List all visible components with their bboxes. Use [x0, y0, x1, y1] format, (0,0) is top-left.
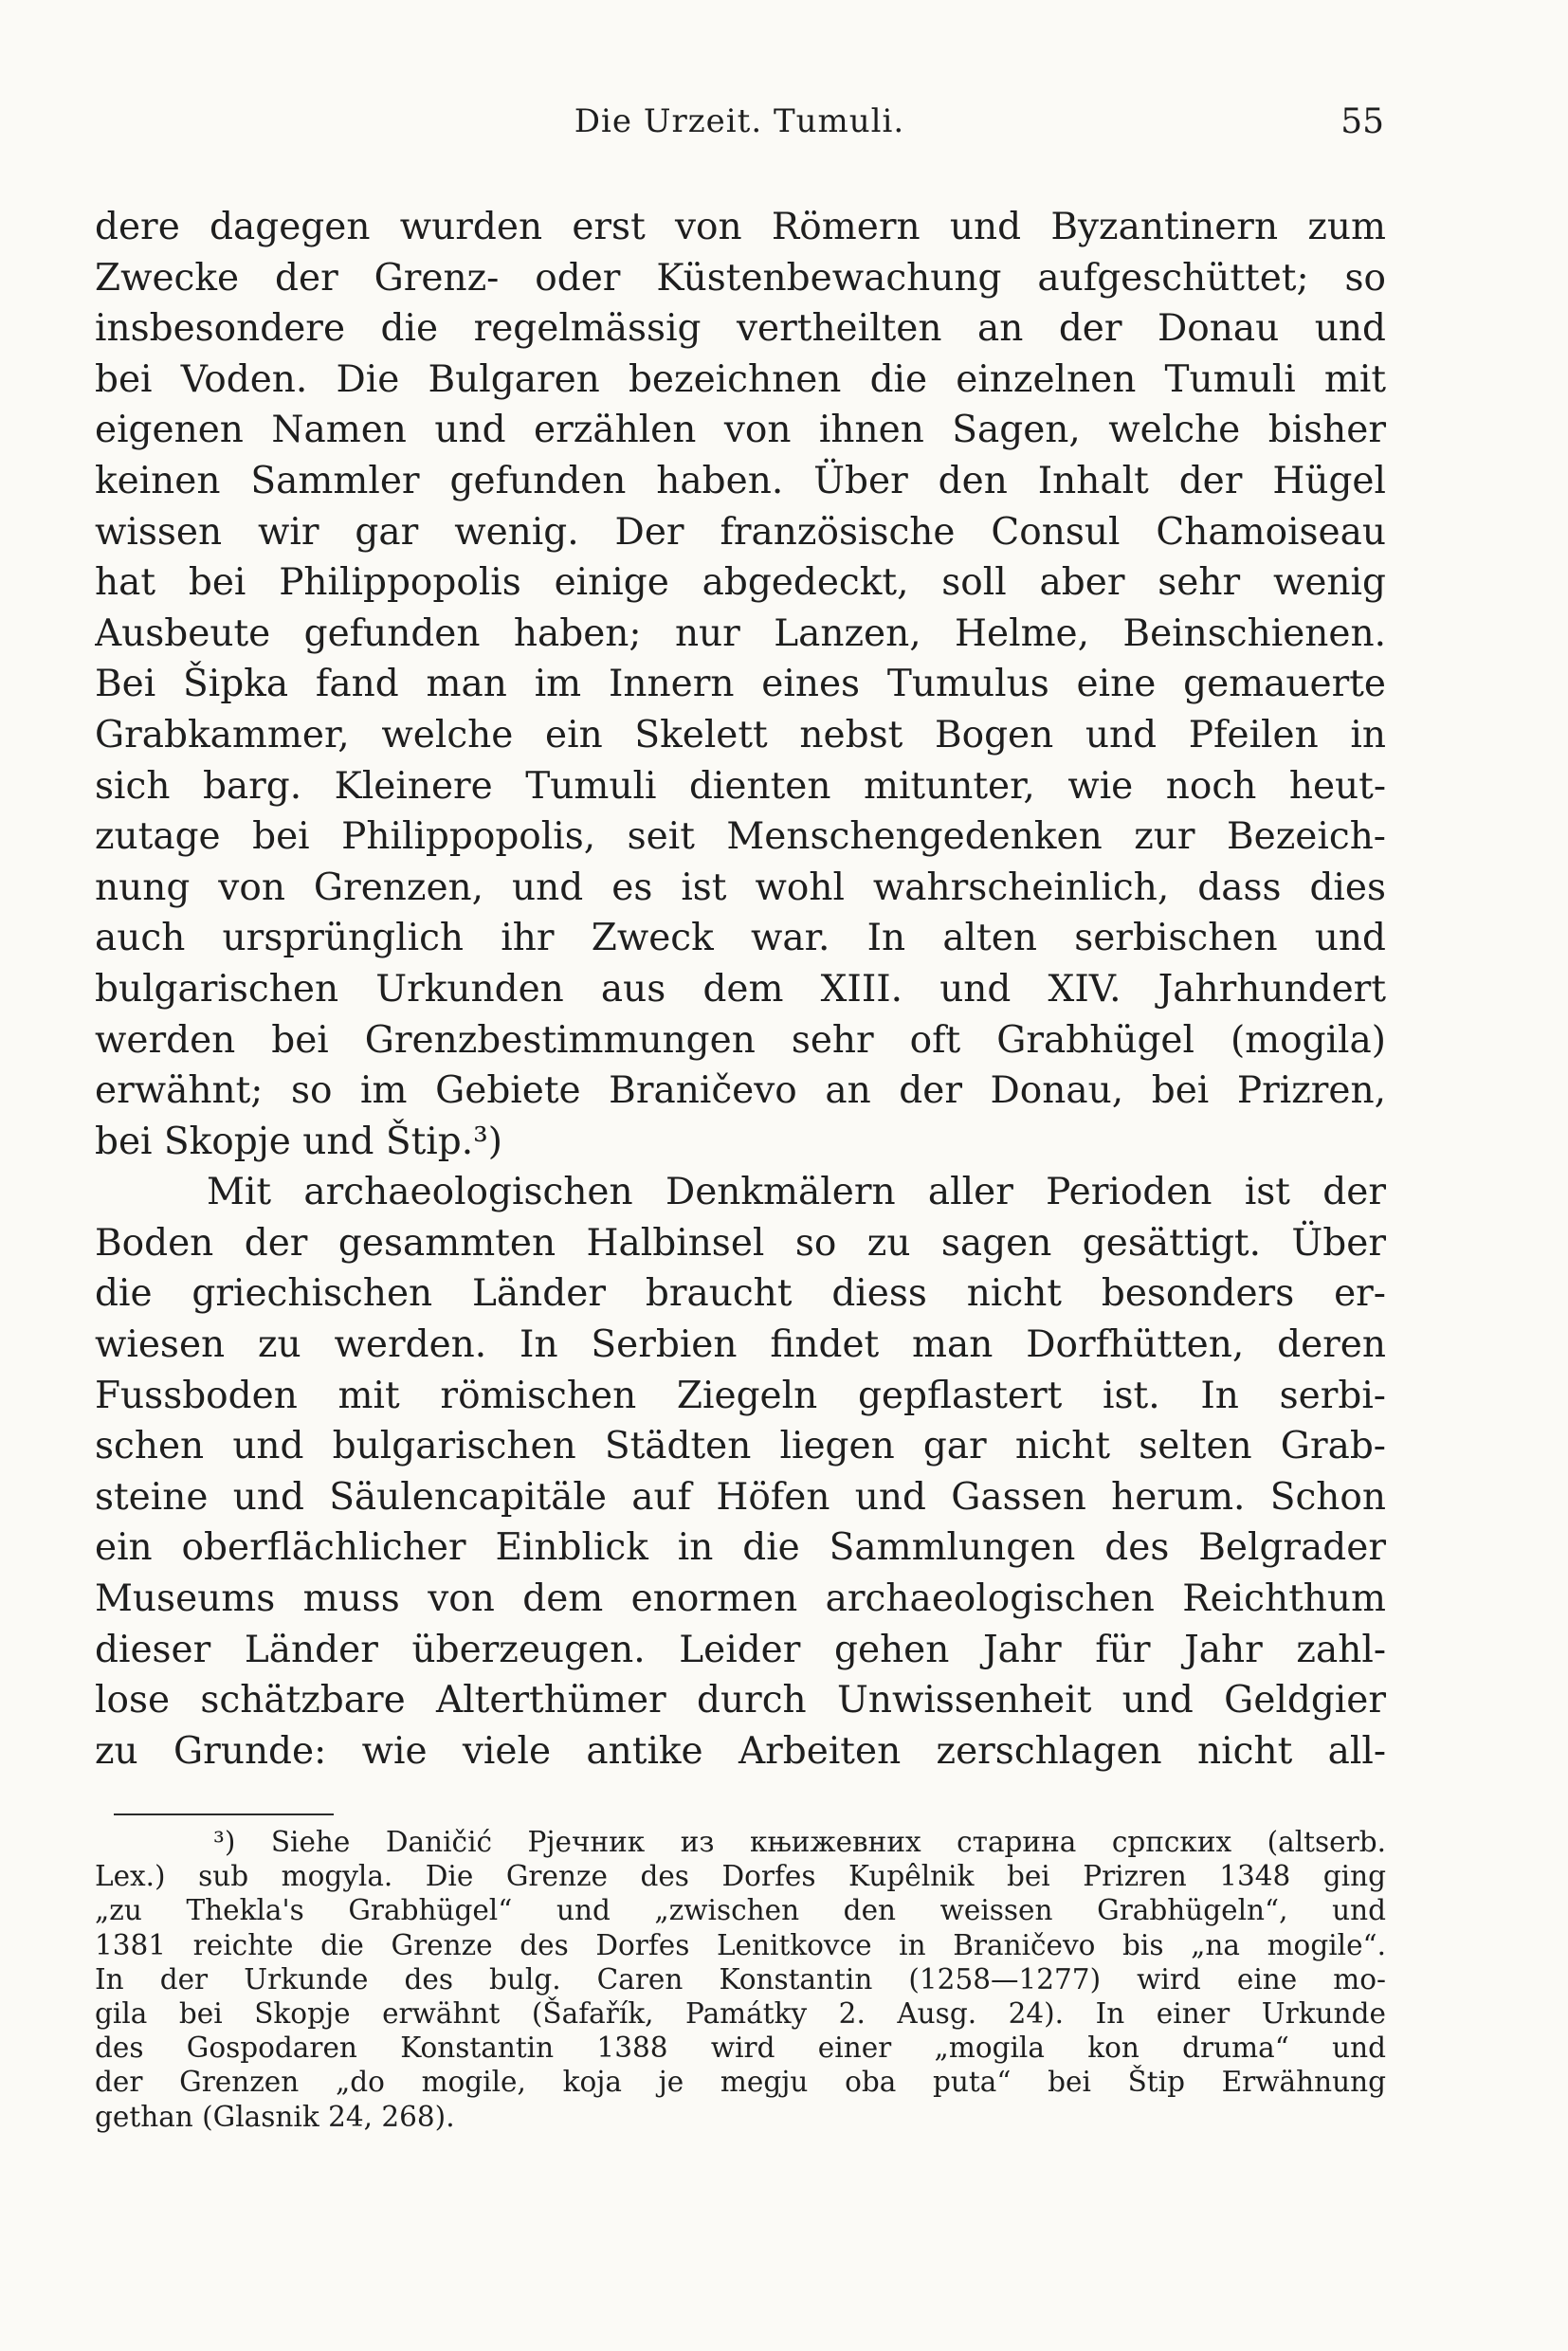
- body-text: [95, 202, 1386, 1777]
- body-line: die griechischen Länder braucht diess nicht besonders er-: [95, 1272, 1386, 1316]
- footnote-line: des Gospodaren Konstantin 1388 wird einer „mogila kon druma“ und: [95, 2032, 1386, 2065]
- footnote-line: In der Urkunde des bulg. Caren Konstantin (1258—1277) wird eine mo-: [95, 1962, 1386, 1996]
- footnote-line: gila bei Skopje erwähnt (Šafařík, Památky 2. Ausg. 24). In einer Urkunde: [95, 1996, 1386, 2030]
- page-number: 55: [1340, 102, 1384, 141]
- body-line: sich barg. Kleinere Tumuli dienten mitunter, wie noch heut-: [95, 764, 1386, 808]
- body-line: eigenen Namen und erzählen von ihnen Sagen, welche bisher: [95, 409, 1386, 452]
- footnotes: [95, 1825, 1386, 2134]
- body-line: werden bei Grenzbestimmungen sehr oft Grabhügel (mogila): [95, 1018, 1386, 1062]
- body-line: Fussboden mit römischen Ziegeln gepflastert ist. In serbi-: [95, 1374, 1386, 1417]
- body-line: insbesondere die regelmässig vertheilten an der Donau und: [95, 307, 1386, 351]
- body-line: dere dagegen wurden erst von Römern und Byzantinern zum: [95, 206, 1386, 248]
- body-line: schen und bulgarischen Städten liegen gar nicht selten Grab-: [95, 1425, 1386, 1468]
- footnote-line: „zu Thekla's Grabhügel“ und „zwischen den weissen Grabhügeln“, und: [95, 1894, 1386, 1927]
- body-line: ein oberflächlicher Einblick in die Sammlungen des Belgrader: [95, 1526, 1386, 1570]
- body-line: bei Voden. Die Bulgaren bezeichnen die einzelnen Tumuli mit: [95, 357, 1386, 401]
- body-line: Ausbeute gefunden haben; nur Lanzen, Helme, Beinschienen.: [95, 611, 1386, 655]
- footnote-line: ³) Siehe Daničić Рјечник из књижевних старина српских (altserb.: [213, 1826, 1386, 1858]
- paragraph-start-line: Mit archaeologischen Denkmälern aller Perioden ist der: [207, 1171, 1386, 1214]
- body-line: zutage bei Philippopolis, seit Menschengedenken zur Bezeich-: [95, 815, 1386, 859]
- body-line: keinen Sammler gefunden haben. Über den Inhalt der Hügel: [95, 459, 1386, 502]
- running-head: [95, 102, 1384, 150]
- body-line: lose schätzbare Alterthümer durch Unwissenheit und Geldgier: [95, 1679, 1386, 1722]
- body-line: wiesen zu werden. In Serbien findet man Dorfhütten, deren: [95, 1323, 1386, 1367]
- body-line: bulgarischen Urkunden aus dem XIII. und XIV. Jahrhundert: [95, 967, 1386, 1011]
- body-line: erwähnt; so im Gebiete Braničevo an der Donau, bei Prizren,: [95, 1069, 1386, 1113]
- footnote-line: Lex.) sub mogyla. Die Grenze des Dorfes Kupêlnik bei Prizren 1348 ging: [95, 1860, 1386, 1893]
- body-line: Museums muss von dem enormen archaeologischen Reichthum: [95, 1577, 1386, 1621]
- body-line: Boden der gesammten Halbinsel so zu sagen gesättigt. Über: [95, 1221, 1386, 1265]
- body-line: auch ursprünglich ihr Zweck war. In alten serbischen und: [95, 917, 1386, 960]
- body-line: dieser Länder überzeugen. Leider gehen Jahr für Jahr zahl-: [95, 1628, 1386, 1671]
- body-line: zu Grunde: wie viele antike Arbeiten zerschlagen nicht all-: [95, 1729, 1386, 1773]
- running-title: Die Urzeit. Tumuli.: [574, 102, 905, 140]
- body-line: Grabkammer, welche ein Skelett nebst Bogen und Pfeilen in: [95, 713, 1386, 756]
- body-line: Bei Šipka fand man im Innern eines Tumulus eine gemauerte: [95, 663, 1386, 706]
- footnote-line: der Grenzen „do mogile, koja je megju oba puta“ bei Štip Erwähnung: [95, 2066, 1386, 2099]
- body-line: nung von Grenzen, und es ist wohl wahrscheinlich, dass dies: [95, 866, 1386, 909]
- footnote-line: gethan (Glasnik 24, 268).: [95, 2100, 455, 2133]
- body-line: steine und Säulencapitäle auf Höfen und Gassen herum. Schon: [95, 1475, 1386, 1519]
- body-line: Zwecke der Grenz- oder Küstenbewachung aufgeschüttet; so: [95, 256, 1386, 300]
- body-line: hat bei Philippopolis einige abgedeckt, soll aber sehr wenig: [95, 561, 1386, 605]
- body-line: bei Skopje und Štip.³): [95, 1120, 502, 1163]
- body-line: wissen wir gar wenig. Der französische Consul Chamoiseau: [95, 510, 1386, 554]
- footnote-line: 1381 reichte die Grenze des Dorfes Lenitkovce in Braničevo bis „na mogile“.: [95, 1928, 1386, 1961]
- footnote-separator: [114, 1813, 334, 1815]
